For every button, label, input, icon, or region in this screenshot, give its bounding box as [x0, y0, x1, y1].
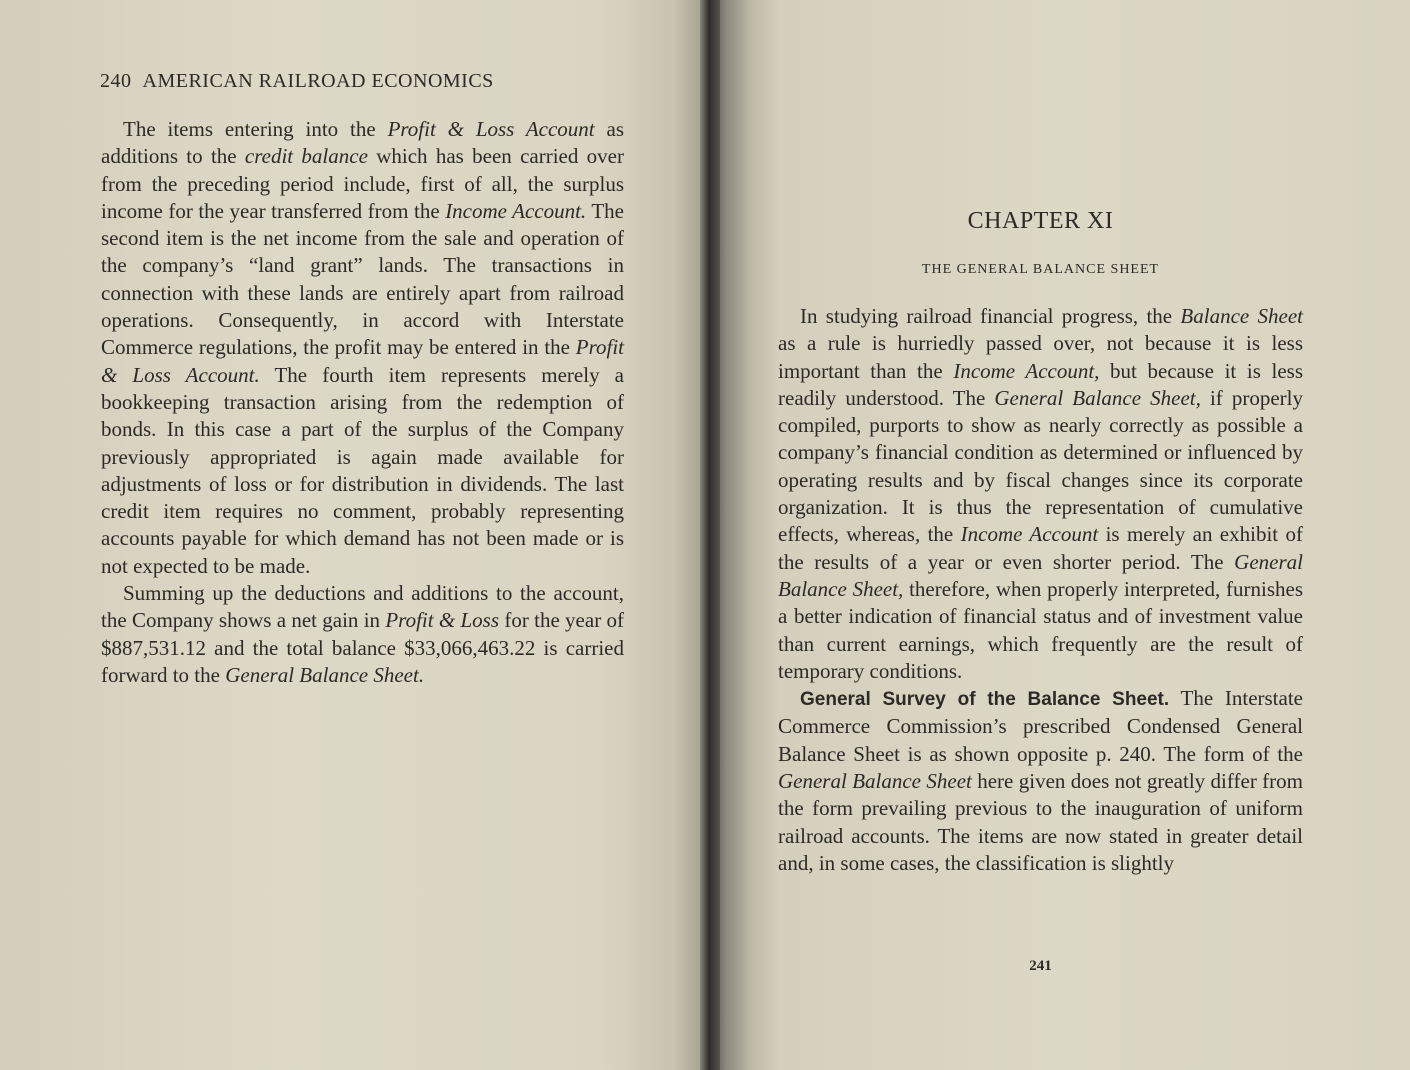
book-gutter [700, 0, 720, 1070]
right-page-number: 241 [1029, 958, 1052, 974]
left-paragraph-1: The items entering into the Profit & Loss Account as additions to the credit balance which has been carried over from the preceding period include, first of all, the surplus income for the year transferred from the Income Account. The second item is the net income from the sale and operation of the company’s “land grant” lands. The transactions in connection with these lands are entirely apart from railroad operations. Consequently, in accord with Interstate Commerce regulations, the profit may be entered in the Profit & Loss Account. The fourth item represents merely a bookkeeping transaction arising from the redemption of bonds. In this case a part of the surplus of the Company previously appropriated is again made available for adjustments of loss or for distribution in dividends. The last credit item requires no comment, probably representing accounts payable for which demand has not been made or is not expected to be made. [101, 117, 624, 578]
right-paragraph-2: General Survey of the Balance Sheet. The Interstate Commerce Commission’s prescribed Condensed General Balance Sheet is as shown opposite p. 240. The form of the General Balance Sheet here given does not greatly differ from the form prevailing previous to the inauguration of uniform railroad accounts. The items are now stated in greater detail and, in some cases, the classification is slightly [778, 686, 1304, 875]
section-heading: General Survey of the Balance Sheet. [800, 689, 1170, 711]
running-title: AMERICAN RAILROAD ECONOMICS [142, 70, 494, 92]
left-body-text [101, 116, 624, 689]
left-page-number: 240 [100, 70, 132, 92]
chapter-subtitle: THE GENERAL BALANCE SHEET [921, 262, 1160, 277]
right-body-text [778, 303, 1303, 877]
chapter-title: CHAPTER XI [967, 208, 1114, 234]
running-head [100, 70, 494, 93]
right-paragraph-1: In studying railroad financial progress, the Balance Sheet as a rule is hurriedly passed over, not because it is less important than the Income Account, but because it is less readily understood. The General Balance Sheet, if properly compiled, purports to show as nearly correctly as possible a company’s financial condition as determined or influenced by operating results and by fiscal changes since its corporate organization. It is thus the representation of cumulative effects, whereas, the Income Account is merely an exhibit of the results of a year or even shorter period. The General Balance Sheet, therefore, when properly interpreted, furnishes a better indication of financial status and of investment value than current earnings, which frequently are the result of temporary conditions. [778, 304, 1304, 683]
left-paragraph-2: Summing up the deductions and additions to the account, the Company shows a net gain in Profit & Loss for the year of $887,531.12 and the total balance $33,066,463.22 is carried forward to the General Balance Sheet. [101, 581, 624, 687]
